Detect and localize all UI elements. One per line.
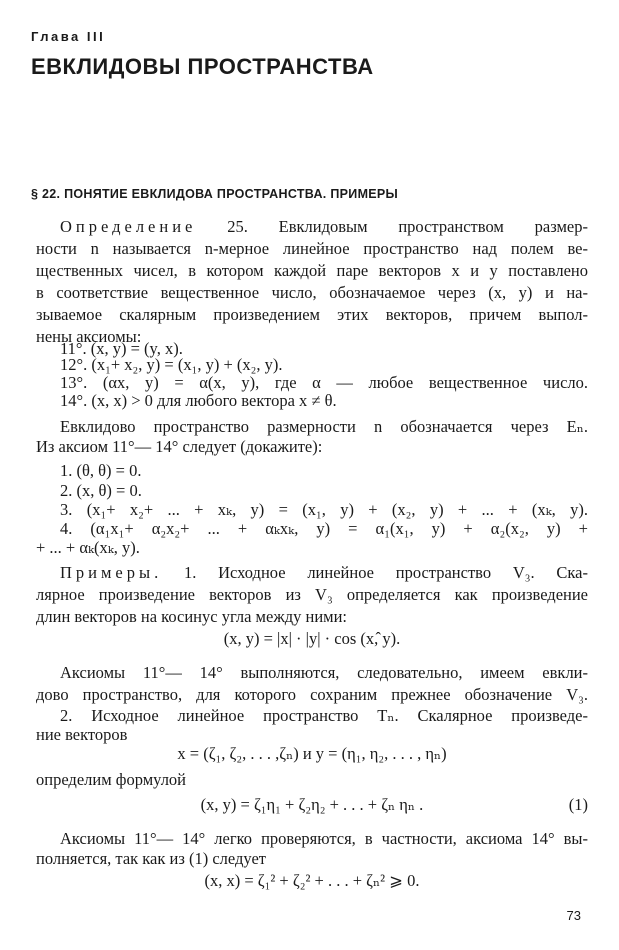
example2-line-1: 2. Исходное линейное пространство Tₙ. Скалярное произведе- <box>60 706 588 725</box>
definition-line-5: зываемое скалярным произведением этих векторов, причем выпол- <box>36 305 588 324</box>
formula-self-product: (x, x) = ζ₁² + ζ₂² + . . . + ζₙ² ⩾ 0. <box>204 871 420 890</box>
formula-dot-product-tn: (x, y) = ζ₁η₁ + ζ₂η₂ + . . . + ζₙ ηₙ . <box>200 795 424 814</box>
notation-line-2: Из аксиом 11°— 14° следует (докажите): <box>36 437 323 456</box>
examples-word: Примеры. <box>60 563 163 582</box>
axiom-14: 14°. (x, x) > 0 для любого вектора x ≠ θ. <box>60 391 337 410</box>
formula-vectors-tn: x = (ζ₁, ζ₂, . . . ,ζₙ) и y = (η₁, η₂, . . . , ηₙ) <box>177 744 447 763</box>
examples-line-1 <box>60 562 588 584</box>
chapter-title: ЕВКЛИДОВЫ ПРОСТРАНСТВА <box>31 54 374 79</box>
notation-line-1: Евклидово пространство размерности n обозначается через Eₙ. <box>60 417 588 436</box>
definition-text: 25. Евклидовым пространством размер- <box>227 217 588 236</box>
after-formula3-line-1: Аксиомы 11°— 14° легко проверяются, в частности, аксиома 14° вы- <box>60 829 588 848</box>
axiom-11: 11°. (x, y) = (y, x). <box>60 339 183 358</box>
define-line: определим формулой <box>36 770 187 789</box>
after-formula3-line-2: полняется, так как из (1) следует <box>36 849 266 868</box>
page-number: 73 <box>566 908 581 923</box>
after-formula1-line-2: дово пространство, для которого сохраним прежнее обозначение V₃. <box>36 685 588 704</box>
examples-line-3: длин векторов на косинус угла между ними: <box>36 607 348 626</box>
consequence-4-cont: + ... + αₖ(xₖ, y). <box>36 538 140 557</box>
axiom-12: 12°. (x₁+ x₂, y) = (x₁, y) + (x₂, y). <box>60 355 283 374</box>
definition-line-1 <box>60 216 588 238</box>
consequence-2: 2. (x, θ) = 0. <box>60 481 142 500</box>
definition-line-6: нены аксиомы: <box>36 327 142 346</box>
definition-line-2: ности n называется n-мерное линейное пространство над полем ве- <box>36 239 588 258</box>
consequence-4: 4. (α₁x₁+ α₂x₂+ ... + αₖxₖ, y) = α₁(x₁, y) + α₂(x₂, y) + <box>60 519 588 538</box>
formula-dot-product-v3: (x, y) = |x| · |y| · cos (x,̂ y). <box>223 629 401 648</box>
equation-number: (1) <box>568 795 588 814</box>
examples-text: 1. Исходное линейное пространство V₃. Ска- <box>184 563 588 582</box>
chapter-label: Глава III <box>31 29 106 44</box>
definition-word: Определение <box>60 217 197 236</box>
consequence-3: 3. (x₁+ x₂+ ... + xₖ, y) = (x₁, y) + (x₂, y) + ... + (xₖ, y). <box>60 500 588 519</box>
examples-line-2: лярное произведение векторов из V₃ определяется как произведение <box>36 585 588 604</box>
after-formula1-line-1: Аксиомы 11°— 14° выполняются, следовательно, имеем евкли- <box>60 663 588 682</box>
consequence-1: 1. (θ, θ) = 0. <box>60 461 142 480</box>
example2-line-2: ние векторов <box>36 725 128 744</box>
definition-line-3: щественных чисел, в котором каждой паре векторов x и y поставлено <box>36 261 588 280</box>
definition-line-4: в соответствие вещественное число, обозначаемое через (x, y) и на- <box>36 283 588 302</box>
axiom-13: 13°. (αx, y) = α(x, y), где α — любое вещественное число. <box>60 373 588 392</box>
section-title: § 22. ПОНЯТИЕ ЕВКЛИДОВА ПРОСТРАНСТВА. ПРИМЕРЫ <box>31 187 399 201</box>
